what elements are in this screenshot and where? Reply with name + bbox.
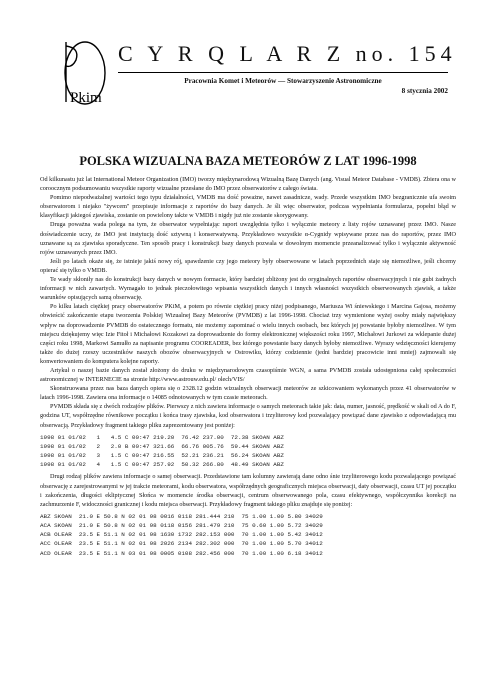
article-body	[40, 175, 456, 561]
paragraph: PVMDB składa się z dwóch rodzajów plików. Pierwszy z nich zawiera informacje o samych meteorach takie jak: data, numer, jasność, prędkość w skali od A do F, godzina UT, współrzędne równikowe początku i końca trasy zjawiska, kod obserwatora i trzyliterowy kod pozwalający powiązać dane zjawisko z odpowiadającą mu obserwacją. Przykładowy fragment takiego pliku zaprezentowany jest poniżej:	[40, 403, 456, 429]
paragraph-intro: Od kilkunastu już lat International Meteor Organization (IMO) tworzy międzynarodową Wizualną Bazę Danych (ang. Visual Meteor Database - VMDB). Zbiera ona w coroocznym podsumowaniu wszystkie raporty wizualne przesłane do IMO przez obserwatorów z całego świata.	[40, 176, 456, 193]
masthead	[118, 41, 457, 96]
paragraph: Po kilku latach ciężkiej pracy obserwatorów PKiM, a potem po równie ciężkiej pracy niżej podpisanego, Mariusza Wi śniewskiego i Marcina Gajosa, możemy obwieścić zakończenie etapu tworzenia Polskiej Wizualnej Bazy Meteorów (PVMDB) z lat 1996-1998. Chociaż trzy wymienione wyżej osoby miały największy wpływ na doprowadzenie PVMDB do ostatecznego formatu, nie możemy zapominać o wielu innych osobach, bez których jej powstanie byłoby niemożliwe. W tym miejscu dziękujemy więc Izie Fitoł i Michałowi Kozakowi za doprowadzenie do formy elektronicznej większości roku 1997, Michałowi Jurkowi za wklepanie dużej części roku 1998, Markowi Samułło za napisanie programu COOREADER, bez którego powstanie bazy danych byłoby niemożliwe. Wyrazy wdzięczności kierujemy także do dużej rzeszy uczestników naszych obozów obserwacyjnych w Ostrowiku, którzy codziennie (jedni bardziej pracowicie inni mniej) zajmowali się konwertowaniem do komputera kolejne raporty.	[40, 303, 456, 365]
observation-file-sample	[40, 512, 456, 558]
code-line: ACD OLEAR 23.5 E 51.1 N 03 01 98 0005 0108 282.456 000 70 1.00 1.00 6.18 34012	[40, 549, 323, 557]
code-line: ACB OLEAR 23.5 E 51.1 N 02 01 98 1630 1732 282.153 000 70 1.00 1.00 5.42 34012	[40, 531, 323, 539]
newsletter-title: C Y R Q L A R Z no. 154	[118, 41, 457, 66]
code-line: ABZ SKOAN 21.0 E 50.8 N 02 01 98 0016 0118 281.444 210 75 1.00 1.00 5.80 34029	[40, 512, 323, 520]
newsletter-subtitle: Pracownia Komet i Meteorów — Stowarzyszenie Astronomiczne	[184, 77, 382, 85]
code-line: 1998 01 01/02 3 1.5 C 00:47 216.55 52.21 236.21 56.24 SKOAN ABZ	[40, 452, 284, 460]
paragraph: Artykuł o naszej bazie danych został złożony do druku w międzynarodowym czasopiśmie WGN, a sama PVMDB została udostępniona całej społeczności astronomicznej w INTERNECIE na stronie http://www.astrouw.edu.pl/ olech/VIS/	[40, 366, 456, 384]
issue-date: 8 stycznia 2002	[401, 87, 448, 95]
paragraph: Pomimo niepodważalnej wartości tego typu działalności, VMDB ma dość poważne, nawet zasadnicze, wady. Przede wszystkim IMO bezgranicznie ufa swoim obserwatorom i niejako "żywcem" przepisuje informacje z raportów do bazy danych. Je śli więc obserwator, podczas wypełniania formularza, popełni błąd w klasyfikacji jakiegoś zjawiska, zostanie on powielony także w VMDB i nigdy już nie zostanie skorygowany.	[40, 194, 456, 220]
article-title: POLSKA WIZUALNA BAZA METEORÓW Z LAT 1996-1998	[79, 154, 417, 168]
pkim-logo	[58, 38, 110, 108]
code-line: ACC OLEAR 23.5 E 51.1 N 02 01 98 2026 2134 282.302 000 70 1.00 1.00 5.70 34012	[40, 540, 323, 548]
paragraph: Jeśli po latach okaże się, że istnieje jakiś nowy rój, spawdzenie czy jego meteory były obserwowane w latach poprzednich staje się niemożliwe, jeśli chcemy opierać się tylko o VMDB.	[40, 257, 456, 274]
paragraph: Druga poważna wada polega na tym, że obserwator wypełniając raport uwzględnia tylko i wyłącznie meteory z listy rojów uznawanej przez IMO. Nasze doświadczenie uczy, że IMO jest instytucją dość sztywną i konserwatywną. Przykładowo wszystkie α-Cygnidy wpisywane przez nas do raportów, przez IMO uznawane są za zjawiska sporadyczne. Ten sposób pracy i konstrukcji bazy danych pozwala w dowolnym momencie przeanalizować tylko i wyłącznie aktywność rojów uznawanych przez IMO.	[40, 221, 456, 256]
paragraph: Skonstruowana przez nas baza danych opiera się o 2328.12 godzin wizualnych obserwacji meteorów ze szkicowaniem wykonanych przez 41 obserwatorów w latach 1996-1998. Zawiera ona informacje o 14085 odnotowanych w tym czasie meteorach.	[40, 385, 456, 402]
code-line: ACA SKOAN 21.0 E 50.8 N 02 01 98 0118 0156 281.479 210 75 0.60 1.00 5.72 34029	[40, 522, 323, 530]
paragraph: Te wady skłoniły nas do konstrukcji bazy danych w nowym formacie, który bardziej zbliżony jest do oryginalnych raportów obserwacyjnych i nie gubi żadnych informacji w nich zawartych. Wymagało to jednak pieczołowitego wpisania wszystkich danych i innych własności wszystkich obserwowanych zjawisk, a także warunków opisujących samą obserwację.	[40, 276, 456, 302]
code-line: 1998 01 01/02 2 2.0 B 00:47 321.66 66.76 005.76 59.44 SKOAN ABZ	[40, 442, 284, 450]
code-line: 1998 01 01/02 4 1.5 C 00:47 257.92 50.32 266.80 48.49 SKOAN ABZ	[40, 461, 284, 469]
meteor-file-sample	[40, 433, 456, 470]
logo-text: Pkim	[70, 90, 102, 106]
code-line: 1998 01 01/02 1 4.5 C 00:47 219.20 76.42 237.00 72.38 SKOAN ABZ	[40, 433, 284, 441]
masthead-rule	[118, 72, 448, 73]
paragraph: Drugi rodzaj plików zawiera informacje o samej obserwacji. Przedstawione tam kolumny zawierają dane odno śnie trzyliterowego kodu pozwalającego powiązać obserwację z zarejestrowanymi w jej trakcie meteorami, kodu obserwatora, współrzędnych geograficznych miejsca obserwacji, daty obserwacji, czasu UT jej początku i zakończenia, długości ekliptycznej Słońca w momencie środka obserwacji, centrum obserwowanego pola, czasu efektywnego, współczynnika korekcji na zachmurzenie F, widoczności granicznej i kodu miejsca obserwacji. Przykładowy fragment takiego pliku znajduje się poniżej:	[40, 473, 456, 508]
